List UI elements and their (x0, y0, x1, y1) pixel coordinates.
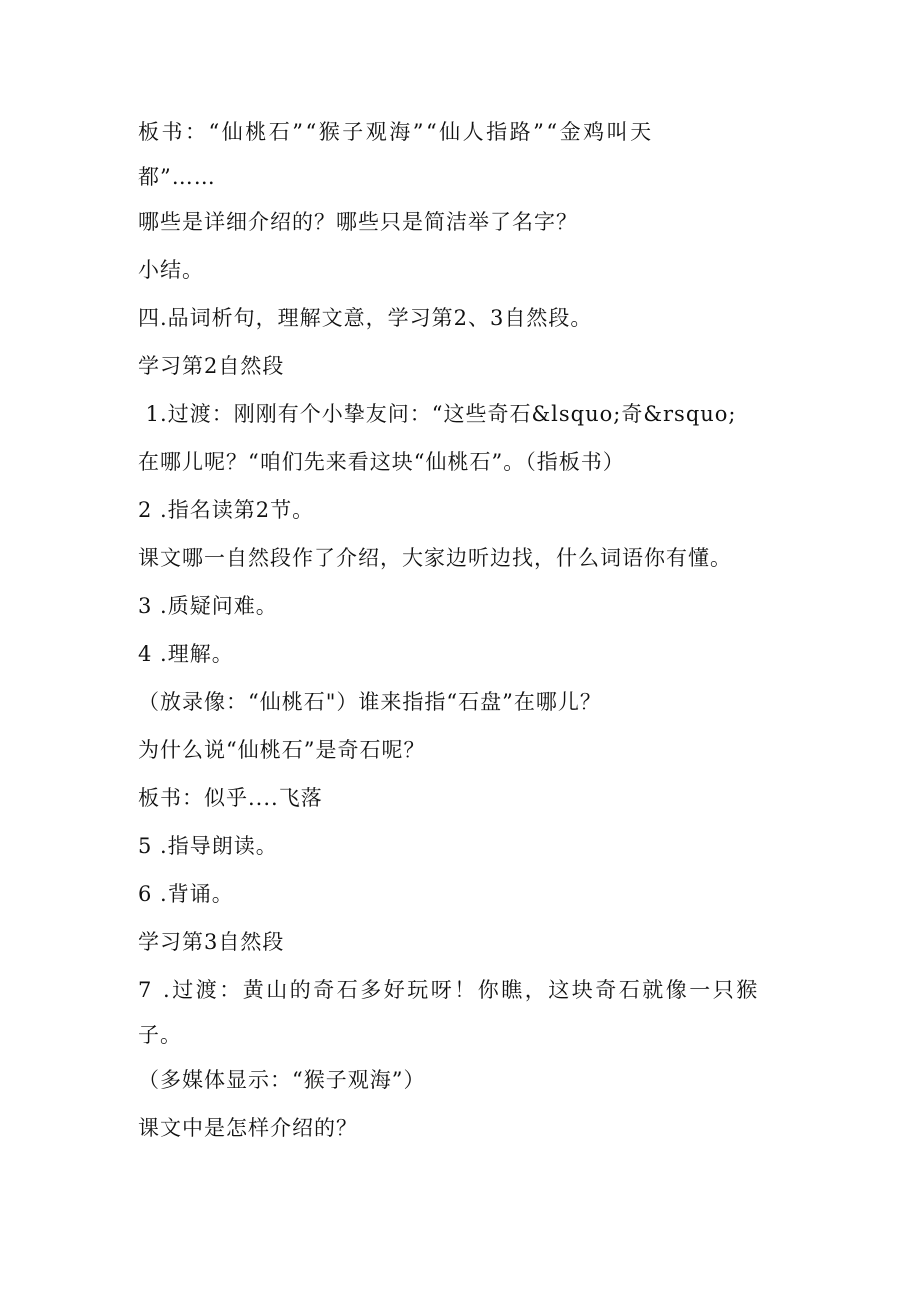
text-line: 板书：似乎....飞落 (138, 786, 323, 810)
text-line: 5 .指导朗读。 (138, 834, 278, 858)
text-line: 7 .过渡：黄山的奇石多好玩呀！你瞧，这块奇石就像一只猴 (138, 978, 760, 1002)
text-line: 3 .质疑问难。 (138, 594, 278, 618)
document-body (138, 108, 788, 1152)
text-line: 都”…… (138, 165, 216, 189)
subsection-heading: 学习第2自然段 (138, 354, 285, 378)
text-line: 哪些是详细介绍的？哪些只是简洁举了名字？ (138, 210, 578, 234)
text-line: 6 .背诵。 (138, 882, 234, 906)
text-line: 子。 (138, 1023, 182, 1047)
text-line: 在哪儿呢？“咱们先来看这块“仙桃石”。（指板书） (138, 450, 625, 474)
text-line: 为什么说“仙桃石”是奇石呢？ (138, 738, 426, 762)
subsection-heading: 学习第3自然段 (138, 930, 285, 954)
text-line: 小结。 (138, 258, 204, 282)
section-heading: 四.品词析句，理解文意，学习第2、3自然段。 (138, 306, 593, 330)
text-line: 4 .理解。 (138, 642, 234, 666)
text-line: 课文中是怎样介绍的？ (138, 1116, 358, 1140)
text-line: 课文哪一自然段作了介绍，大家边听边找，什么词语你有懂。 (138, 546, 732, 570)
text-line: 1.过渡：刚刚有个小挚友问：“这些奇石&lsquo;奇&rsquo; (138, 402, 737, 426)
text-line: 板书：“仙桃石”“猴子观海”“仙人指路”“金鸡叫天 (138, 120, 654, 144)
text-line: （放录像：“仙桃石"）谁来指指“石盘”在哪儿？ (138, 690, 602, 714)
text-line: 2 .指名读第2节。 (138, 498, 315, 522)
text-line: （多媒体显示：“猴子观海”） (138, 1068, 426, 1092)
